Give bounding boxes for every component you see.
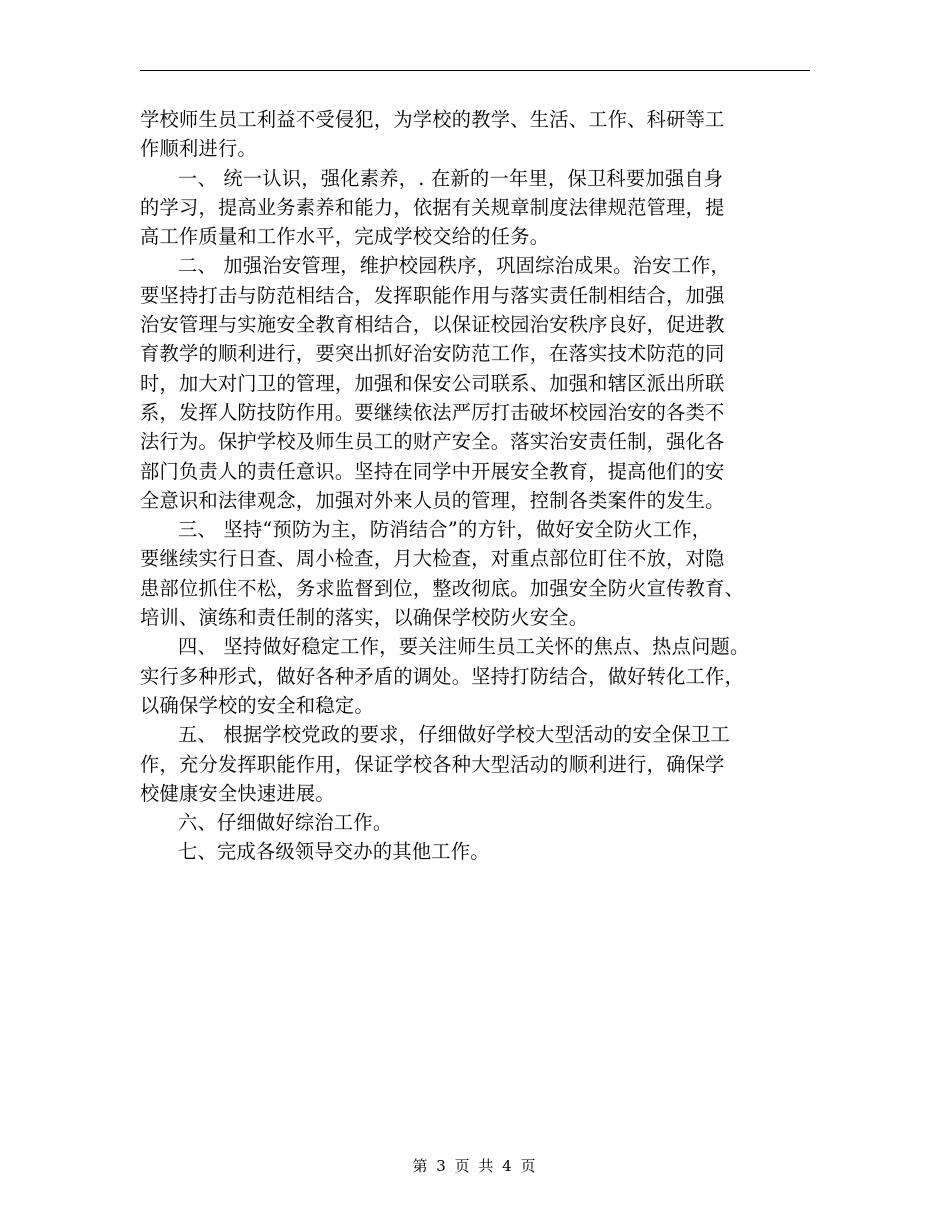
paragraph-line: 七、完成各级领导交办的其他工作。	[178, 840, 490, 864]
paragraph-line: 作，充分发挥职能作用，保证学校各种大型活动的顺利进行，确保学	[140, 752, 725, 776]
paragraph-line: 三、 坚持“预防为主，防消结合”的方针，做好安全防火工作，	[178, 518, 712, 542]
paragraph-line: 培训、演练和责任制的落实，以确保学校防火安全。	[140, 606, 589, 630]
paragraph-line: 作顺利进行。	[140, 137, 257, 161]
paragraph-line: 六、仔细做好综治工作。	[178, 811, 393, 835]
paragraph-line: 要坚持打击与防范相结合，发挥职能作用与落实责任制相结合，加强	[140, 283, 725, 307]
paragraph-line: 学校师生员工利益不受侵犯，为学校的教学、生活、工作、科研等工	[140, 108, 725, 131]
paragraph-line: 要继续实行日查、周小检查，月大检查，对重点部位盯住不放，对隐	[140, 547, 725, 571]
paragraph-line: 育教学的顺利进行，要突出抓好治安防范工作，在落实技术防范的同	[140, 342, 725, 366]
paragraph-line: 法行为。保护学校及师生员工的财产安全。落实治安责任制，强化各	[140, 430, 725, 454]
paragraph-line: 五、 根据学校党政的要求，仔细做好学校大型活动的安全保卫工	[178, 723, 731, 747]
paragraph-line: 二、 加强治安管理，维护校园秩序，巩固综治成果。治安工作，	[178, 254, 731, 278]
paragraph-line: 四、 坚持做好稳定工作，要关注师生员工关怀的焦点、热点问题。	[178, 635, 750, 659]
paragraph-line: 一、 统一认识，强化素养，. 在新的一年里，保卫科要加强自身	[178, 166, 724, 190]
paragraph-line: 的学习，提高业务素养和能力，依据有关规章制度法律规范管理，提	[140, 195, 725, 219]
document-body	[140, 105, 815, 867]
paragraph-line: 治安管理与实施安全教育相结合，以保证校园治安秩序良好，促进教	[140, 313, 725, 337]
paragraph-line: 高工作质量和工作水平，完成学校交给的任务。	[140, 225, 550, 249]
paragraph-line: 以确保学校的安全和稳定。	[140, 693, 374, 717]
paragraph-line: 校健康安全快速进展。	[140, 781, 335, 805]
header-rule	[140, 70, 810, 71]
page-number-footer: 第 3 页 共 4 页	[412, 1157, 538, 1175]
paragraph-line: 患部位抓住不松，务求监督到位，整改彻底。加强安全防火宣传教育、	[140, 576, 745, 600]
paragraph-line: 实行多种形式，做好各种矛盾的调处。坚持打防结合，做好转化工作，	[140, 664, 745, 688]
paragraph-line: 部门负责人的责任意识。坚持在同学中开展安全教育，提高他们的安	[140, 459, 725, 483]
paragraph-line: 时，加大对门卫的管理，加强和保安公司联系、加强和辖区派出所联	[140, 371, 725, 395]
paragraph-line: 全意识和法律观念，加强对外来人员的管理，控制各类案件的发生。	[140, 488, 725, 512]
paragraph-line: 系，发挥人防技防作用。要继续依法严厉打击破坏校园治安的各类不	[140, 400, 725, 424]
